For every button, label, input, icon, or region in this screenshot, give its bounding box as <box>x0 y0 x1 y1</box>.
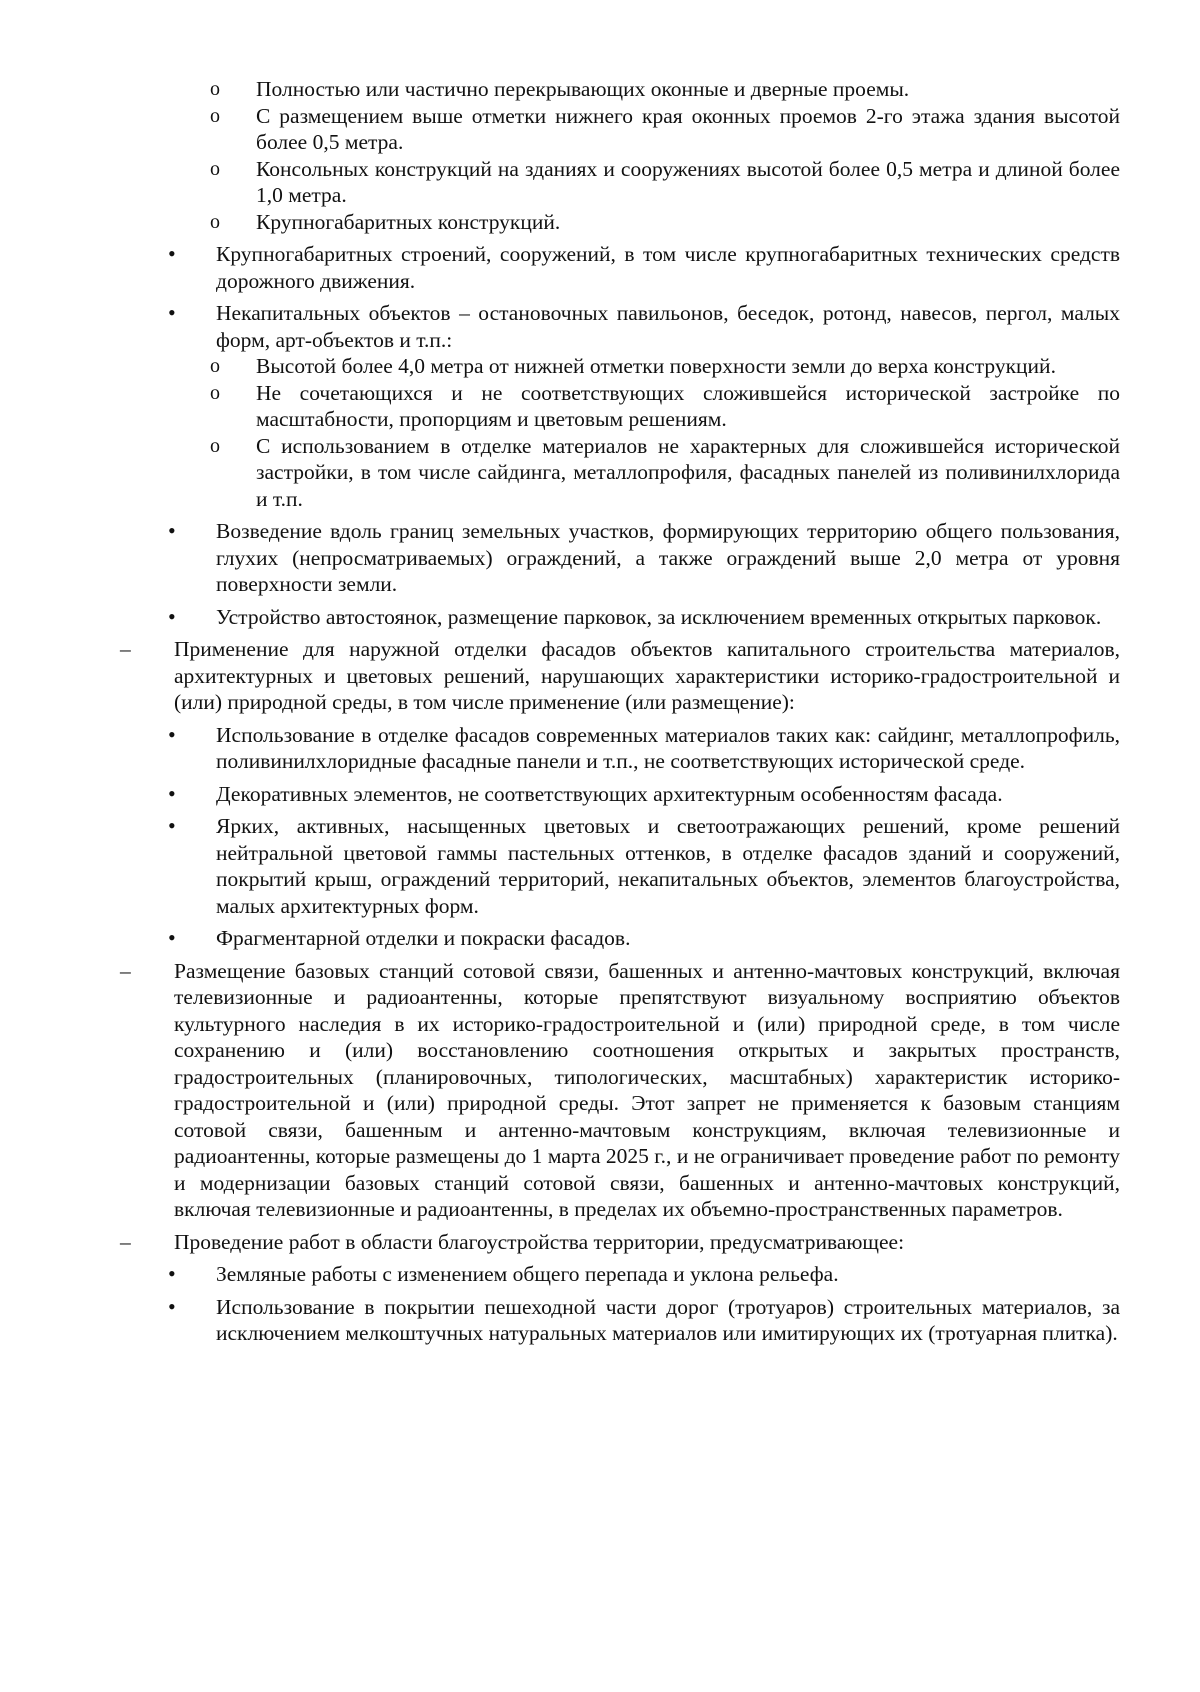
list-item-level-1 <box>0 958 1120 1223</box>
circle-marker: o <box>210 210 220 233</box>
bullet-marker: • <box>168 300 176 325</box>
list-item-text: Ярких, активных, насыщенных цветовых и светоотражающих решений, кроме решений нейтральной цветовой гаммы пастельных оттенков, в отделке фасадов зданий и сооружений, покрытий крыш, ограждений территорий, некапитальных объектов, элементов благоустройства, малых архитектурных форм. <box>216 814 1120 918</box>
list-item-level-3 <box>0 433 1120 513</box>
list-item-text: Земляные работы с изменением общего перепада и уклона рельефа. <box>216 1262 839 1286</box>
circle-marker: o <box>210 434 220 457</box>
bullet-marker: • <box>168 518 176 543</box>
list-item-level-2 <box>0 722 1120 775</box>
list-item-text: Использование в покрытии пешеходной части дорог (тротуаров) строительных материалов, за исключением мелкоштучных натуральных материалов или имитирующих их (тротуарная плитка). <box>216 1294 1120 1345</box>
circle-marker: o <box>210 355 220 377</box>
bullet-marker: • <box>168 241 176 266</box>
list-item-level-2 <box>0 925 1120 952</box>
bullet-marker: • <box>168 813 176 838</box>
dash-marker: – <box>120 637 131 661</box>
list-item-text: Консольных конструкций на зданиях и сооружениях высотой более 0,5 метра и длиной более 1,0 метра. <box>256 156 1120 207</box>
list-item-text: С размещением выше отметки нижнего края оконных проемов 2-го этажа здания высотой более 0,5 метра. <box>256 103 1120 154</box>
list-item-text: Устройство автостоянок, размещение парковок, за исключением временных открытых парковок. <box>216 604 1102 629</box>
list-item-level-2 <box>0 604 1120 631</box>
list-item-text: Размещение базовых станций сотовой связи, башенных и антенно-мачтовых конструкций, включая телевизионные и радиоантенны, которые препятствуют визуальному восприятию объектов культурного наследия в их историко-градостроительной и (или) природной среде, в том числе сохранению и (или) восстановлению соотношения открытых и закрытых пространств, градостроительных (планировочных, типологических, масштабных) характеристик историко-градостроительной и (или) природной среды. Этот запрет не применяется к базовым станциям сотовой связи, башенным и антенно-мачтовым конструкциям, включая телевизионные и радиоантенны, которые размещены до 1 марта 2025 г., и не ограничивает проведение работ по ремонту и модернизации базовых станций сотовой связи, башенных и антенно-мачтовых конструкций, включая телевизионные и радиоантенны, в пределах их объемно-пространственных параметров. <box>174 958 1120 1221</box>
list-item-text: Декоративных элементов, не соответствующих архитектурным особенностям фасада. <box>216 781 1003 806</box>
circle-marker: o <box>210 157 220 180</box>
list-item-level-2 <box>0 781 1120 808</box>
list-item-text: Не сочетающихся и не соответствующих сложившейся исторической застройке по масштабности, пропорциям и цветовым решениям. <box>256 380 1120 431</box>
bullet-marker: • <box>168 1261 176 1286</box>
list-item-level-1 <box>0 1229 1120 1256</box>
list-item-level-2 <box>0 1261 1120 1288</box>
list-item-level-3 <box>0 209 1120 236</box>
list-item-level-2 <box>0 1294 1120 1347</box>
list-item-level-3 <box>0 156 1120 209</box>
list-item-text: Полностью или частично перекрывающих оконные и дверные проемы. <box>256 77 910 101</box>
list-item-level-2 <box>0 241 1120 294</box>
bullet-marker: • <box>168 721 176 747</box>
list-item-text: Некапитальных объектов – остановочных павильонов, беседок, ротонд, навесов, пергол, малых форм, арт-объектов и т.п.: <box>216 301 1120 352</box>
list-item-text: Возведение вдоль границ земельных участков, формирующих территорию общего пользования, глухих (непросматриваемых) ограждений, а также ограждений выше 2,0 метра от уровня поверхности земли. <box>216 519 1120 596</box>
list-item-text: С использованием в отделке материалов не характерных для сложившейся исторической застройки, в том числе сайдинга, металлопрофиля, фасадных панелей из поливинилхлорида и т.п. <box>256 433 1120 511</box>
circle-marker: o <box>210 104 220 127</box>
document-body <box>0 76 1200 1347</box>
list-item-level-2 <box>0 518 1120 598</box>
list-item-level-3 <box>0 353 1120 380</box>
list-item-level-2 <box>0 813 1120 919</box>
list-item-level-2 <box>0 300 1120 353</box>
list-item-text: Высотой более 4,0 метра от нижней отметки поверхности земли до верха конструкций. <box>256 354 1056 378</box>
list-item-text: Фрагментарной отделки и покраски фасадов. <box>216 926 631 950</box>
dash-marker: – <box>120 958 131 983</box>
list-item-text: Крупногабаритных конструкций. <box>256 209 561 234</box>
bullet-marker: • <box>168 925 176 950</box>
list-item-text: Крупногабаритных строений, сооружений, в том числе крупногабаритных технических средств дорожного движения. <box>216 242 1120 293</box>
dash-marker: – <box>120 1229 131 1254</box>
list-item-level-1 <box>0 636 1120 716</box>
circle-marker: o <box>210 78 220 100</box>
list-item-text: Проведение работ в области благоустройства территории, предусматривающее: <box>174 1229 905 1254</box>
list-item-level-3 <box>0 103 1120 156</box>
list-item-text: Использование в отделке фасадов современных материалов таких как: сайдинг, металлопрофиль, поливинилхлоридные фасадные панели и т.п., не соответствующих исторической среде. <box>216 722 1120 773</box>
list-item-level-3 <box>0 380 1120 433</box>
bullet-marker: • <box>168 780 176 806</box>
list-item-level-3 <box>0 76 1120 103</box>
bullet-marker: • <box>168 603 176 629</box>
bullet-marker: • <box>168 1293 176 1319</box>
circle-marker: o <box>210 381 220 404</box>
list-item-text: Применение для наружной отделки фасадов объектов капитального строительства материалов, архитектурных и цветовых решений, нарушающих характеристики историко-градостроительной и (или) природной среды, в том числе применение (или размещение): <box>174 637 1120 714</box>
